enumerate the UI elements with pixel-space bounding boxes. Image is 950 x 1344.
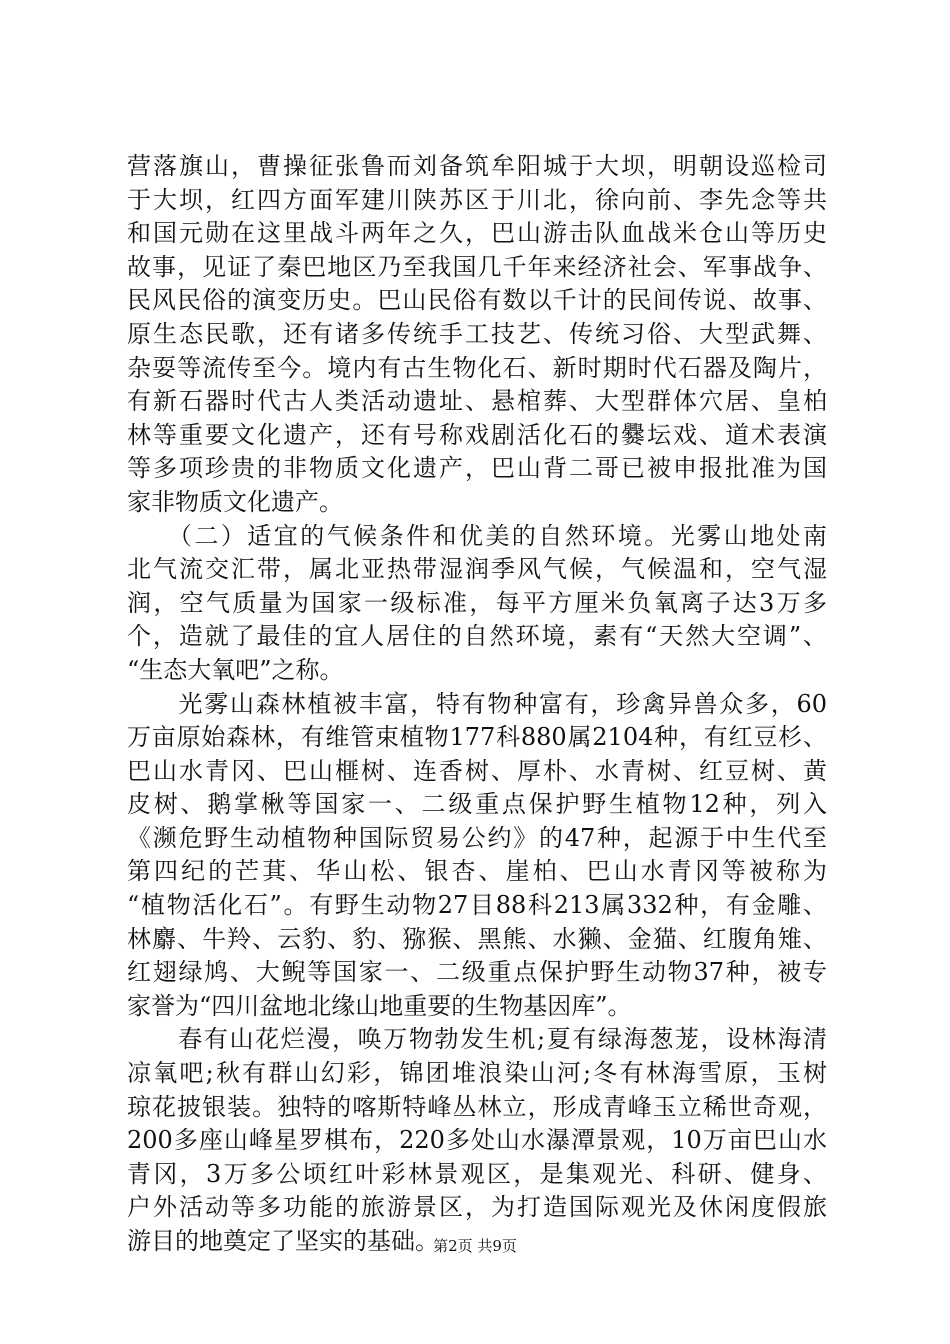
text-line: 凉氧吧;秋有群山幻彩，锦团堆浪染山河;冬有林海雪原，玉树 bbox=[127, 1059, 827, 1088]
page-footer: 第2页 共9页 bbox=[433, 1237, 517, 1255]
text-line: 杂耍等流传至今。境内有古生物化石、新时期时代石器及陶片， bbox=[127, 353, 827, 382]
text-line: 青冈，3万多公顷红叶彩林景观区，是集观光、科研、健身、 bbox=[127, 1159, 827, 1188]
text-line: “植物活化石”。有野生动物27目88科213属332种，有金雕、 bbox=[127, 891, 827, 920]
text-line: 等多项珍贵的非物质文化遗产，巴山背二哥已被申报批准为国 bbox=[127, 454, 827, 483]
text-line: 皮树、鹅掌楸等国家一、二级重点保护野生植物12种，列入 bbox=[127, 790, 827, 819]
document-body bbox=[127, 150, 827, 1259]
text-line: 《濒危野生动植物种国际贸易公约》的47种，起源于中生代至 bbox=[127, 823, 827, 852]
text-line: 家非物质文化遗产。 bbox=[127, 487, 343, 516]
text-line: 林麝、牛羚、云豹、豹、猕猴、黑熊、水獭、金猫、红腹角雉、 bbox=[127, 924, 827, 953]
text-line: 200多座山峰星罗棋布，220多处山水瀑潭景观，10万亩巴山水 bbox=[127, 1126, 827, 1155]
text-line: （二）适宜的气候条件和优美的自然环境。光雾山地处南 bbox=[127, 521, 827, 550]
text-line: 春有山花烂漫，唤万物勃发生机;夏有绿海葱茏，设林海清 bbox=[127, 1025, 827, 1054]
text-line: 润，空气质量为国家一级标准，每平方厘米负氧离子达3万多 bbox=[127, 588, 827, 617]
text-line: 琼花披银装。独特的喀斯特峰丛林立，形成青峰玉立稀世奇观， bbox=[127, 1092, 827, 1121]
text-line: 和国元勋在这里战斗两年之久，巴山游击队血战米仓山等历史 bbox=[127, 219, 827, 248]
text-line: 于大坝，红四方面军建川陕苏区于川北，徐向前、李先念等共 bbox=[127, 185, 827, 214]
text-line: 红翅绿鸠、大鲵等国家一、二级重点保护野生动物37种，被专 bbox=[127, 958, 827, 987]
text-line: 光雾山森林植被丰富，特有物种富有，珍禽异兽众多，60 bbox=[127, 689, 827, 718]
text-line: 第四纪的芒萁、华山松、银杏、崖柏、巴山水青冈等被称为 bbox=[127, 857, 827, 886]
text-line: 有新石器时代古人类活动遗址、悬棺葬、大型群体穴居、皇柏 bbox=[127, 387, 827, 416]
text-line: 林等重要文化遗产，还有号称戏剧活化石的爨坛戏、道术表演 bbox=[127, 420, 827, 449]
text-line: 户外活动等多功能的旅游景区，为打造国际观光及休闲度假旅 bbox=[127, 1193, 827, 1222]
text-line: 北气流交汇带，属北亚热带湿润季风气候，气候温和，空气湿 bbox=[127, 555, 827, 584]
text-line: 故事，见证了秦巴地区乃至我国几千年来经济社会、军事战争、 bbox=[127, 252, 827, 281]
text-line: 万亩原始森林，有维管束植物177科880属2104种，有红豆杉、 bbox=[127, 723, 827, 752]
text-line: 家誉为“四川盆地北缘山地重要的生物基因库”。 bbox=[127, 991, 632, 1020]
text-line: 民风民俗的演变历史。巴山民俗有数以千计的民间传说、故事、 bbox=[127, 286, 827, 315]
text-line: 巴山水青冈、巴山榧树、连香树、厚朴、水青树、红豆树、黄 bbox=[127, 756, 827, 785]
text-line: “生态大氧吧”之称。 bbox=[127, 655, 344, 684]
text-line: 个，造就了最佳的宜人居住的自然环境，素有“天然大空调”、 bbox=[127, 622, 827, 651]
text-line: 营落旗山，曹操征张鲁而刘备筑牟阳城于大坝，明朝设巡检司 bbox=[127, 152, 827, 180]
text-line: 游目的地奠定了坚实的基础。 bbox=[127, 1227, 439, 1255]
text-line: 原生态民歌，还有诸多传统手工技艺、传统习俗、大型武舞、 bbox=[127, 319, 827, 348]
